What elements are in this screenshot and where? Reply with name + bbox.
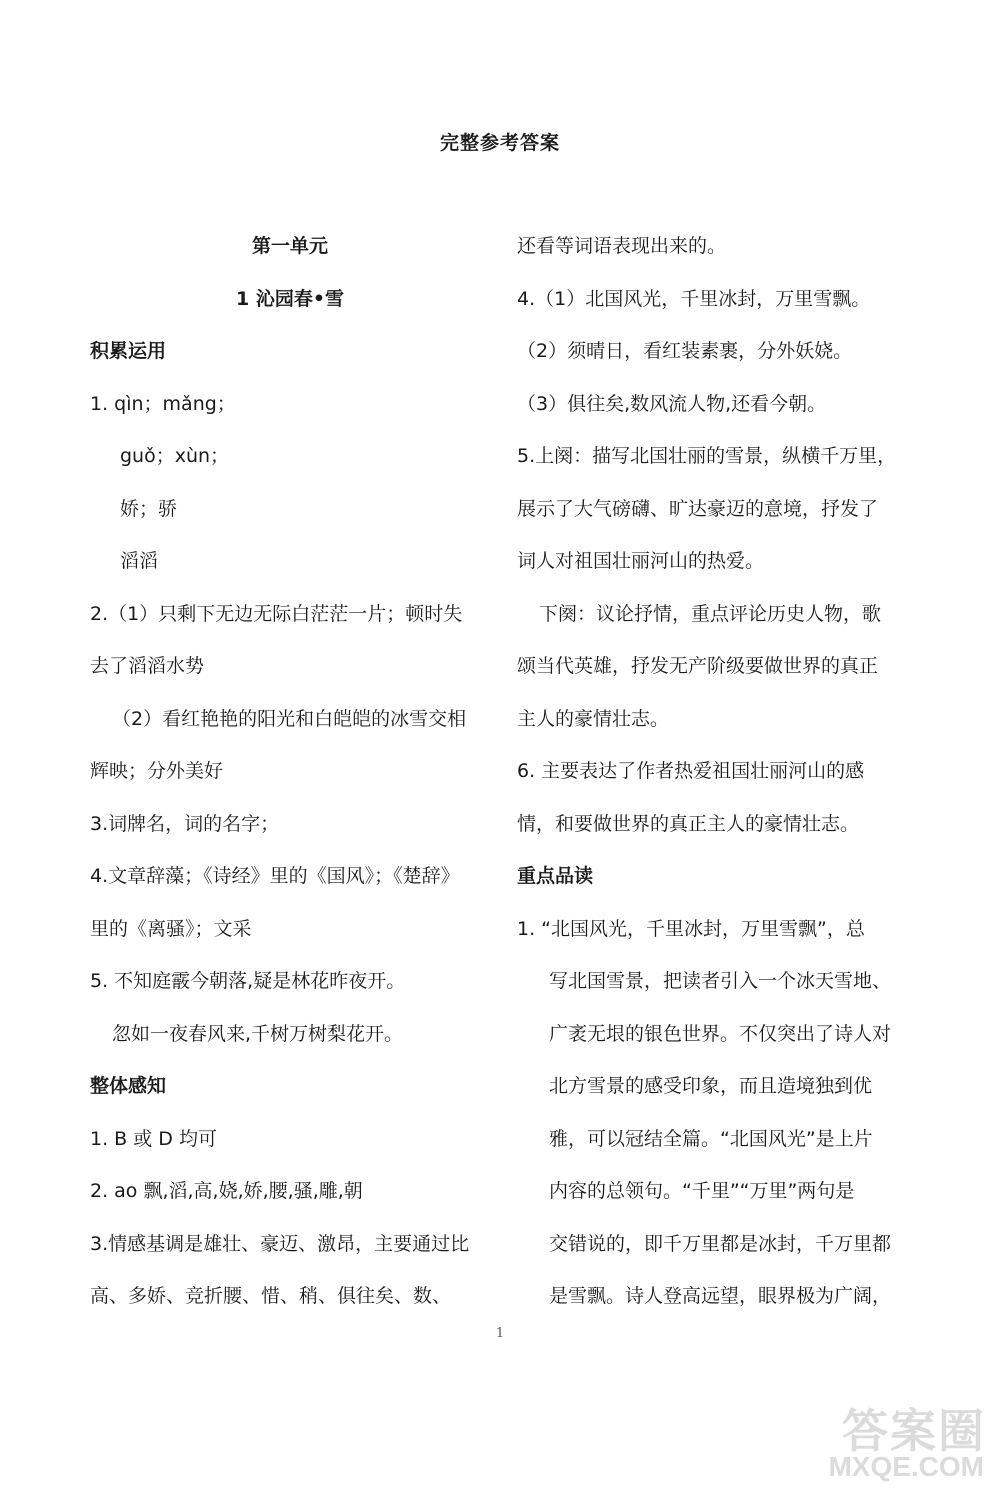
watermark-logo xyxy=(746,1395,986,1483)
answer-line: 2. ao 飘,滔,高,娆,娇,腰,骚,雕,朝 xyxy=(90,1180,363,1202)
answer-line: 情，和要做世界的真正主人的豪情壮志。 xyxy=(517,812,860,835)
answer-line: 4.（1）北国风光，千里冰封，万里雪飘。 xyxy=(517,287,871,310)
answer-line: 是雪飘。诗人登高远望，眼界极为广阔， xyxy=(549,1285,892,1307)
answer-line: 4.文章辞藻；《诗经》里的《国风》；《楚辞》 xyxy=(90,865,460,887)
answer-line: 还看等词语表现出来的。 xyxy=(517,235,727,257)
answer-line: 滔滔 xyxy=(120,550,159,572)
left-column xyxy=(90,220,490,1323)
answer-line: 高、多娇、竞折腰、惜、稍、俱往矣、数、 xyxy=(90,1285,452,1307)
answer-line: 1. “北国风光，千里冰封，万里雪飘”，总 xyxy=(517,917,865,940)
answer-line: 北方雪景的感受印象，而且造境独到优 xyxy=(549,1075,873,1097)
answer-line: 下阕：议论抒情，重点评论历史人物，歌 xyxy=(539,602,882,625)
answer-line: 内容的总领句。“千里”“万里”两句是 xyxy=(549,1180,855,1202)
answer-line: 去了滔滔水势 xyxy=(90,655,205,677)
answer-line: 2.（1）只剩下无边无际白茫茫一片；顿时失 xyxy=(90,602,463,625)
answer-line: 6. 主要表达了作者热爱祖国壮丽河山的感 xyxy=(517,760,865,782)
answer-line: 展示了大气磅礴、旷达豪迈的意境，抒发了 xyxy=(517,497,879,520)
answer-line: （2）须晴日，看红装素裹，分外妖娆。 xyxy=(517,340,853,362)
answer-line: 辉映；分外美好 xyxy=(90,760,224,782)
answer-line: 娇；骄 xyxy=(120,497,178,520)
answer-line: 3.词牌名，词的名字； xyxy=(90,812,280,835)
answer-line: 1. B 或 D 均可 xyxy=(90,1127,217,1150)
section-heading-key-reading: 重点品读 xyxy=(517,865,594,887)
page-number: 1 xyxy=(495,1326,505,1341)
page-title: 完整参考答案 xyxy=(439,132,560,154)
answer-line: 广袤无垠的银色世界。不仅突出了诗人对 xyxy=(549,1022,892,1045)
watermark-text-cn: 答案圈 xyxy=(842,1404,986,1458)
watermark-text-en: MXQE.COM xyxy=(828,1451,984,1482)
answer-line: （2）看红艳艳的阳光和白皑皑的冰雪交相 xyxy=(112,707,467,730)
answer-line: guǒ；xùn； xyxy=(120,445,230,467)
answer-line: 里的《离骚》；文采 xyxy=(90,917,252,940)
answer-line: 5.上阕：描写北国壮丽的雪景，纵横千万里， xyxy=(517,445,897,467)
lesson-heading: 1 沁园春•雪 xyxy=(236,287,344,310)
unit-heading: 第一单元 xyxy=(251,235,328,257)
answer-line: 5. 不知庭霰今朝落,疑是林花昨夜开。 xyxy=(90,970,406,992)
answer-line: 颂当代英雄，抒发无产阶级要做世界的真正 xyxy=(517,655,879,677)
section-heading-overall: 整体感知 xyxy=(90,1075,167,1097)
right-column xyxy=(517,220,917,1323)
answer-line: 交错说的，即千万里都是冰封，千万里都 xyxy=(549,1232,892,1255)
answer-line: 忽如一夜春风来,千树万树梨花开。 xyxy=(112,1022,404,1045)
answer-line: 3.情感基调是雄壮、豪迈、激昂，主要通过比 xyxy=(90,1232,470,1255)
answer-line: 主人的豪情壮志。 xyxy=(517,707,670,730)
answer-line: （3）俱往矣,数风流人物,还看今朝。 xyxy=(517,392,827,415)
answer-line: 雅，可以冠结全篇。“北国风光”是上片 xyxy=(549,1127,873,1150)
answer-line: 写北国雪景，把读者引入一个冰天雪地、 xyxy=(549,970,892,992)
answer-line: 词人对祖国壮丽河山的热爱。 xyxy=(517,550,765,572)
section-heading-accumulation: 积累运用 xyxy=(90,340,167,362)
answer-line: 1. qìn；mǎng； xyxy=(90,392,236,415)
